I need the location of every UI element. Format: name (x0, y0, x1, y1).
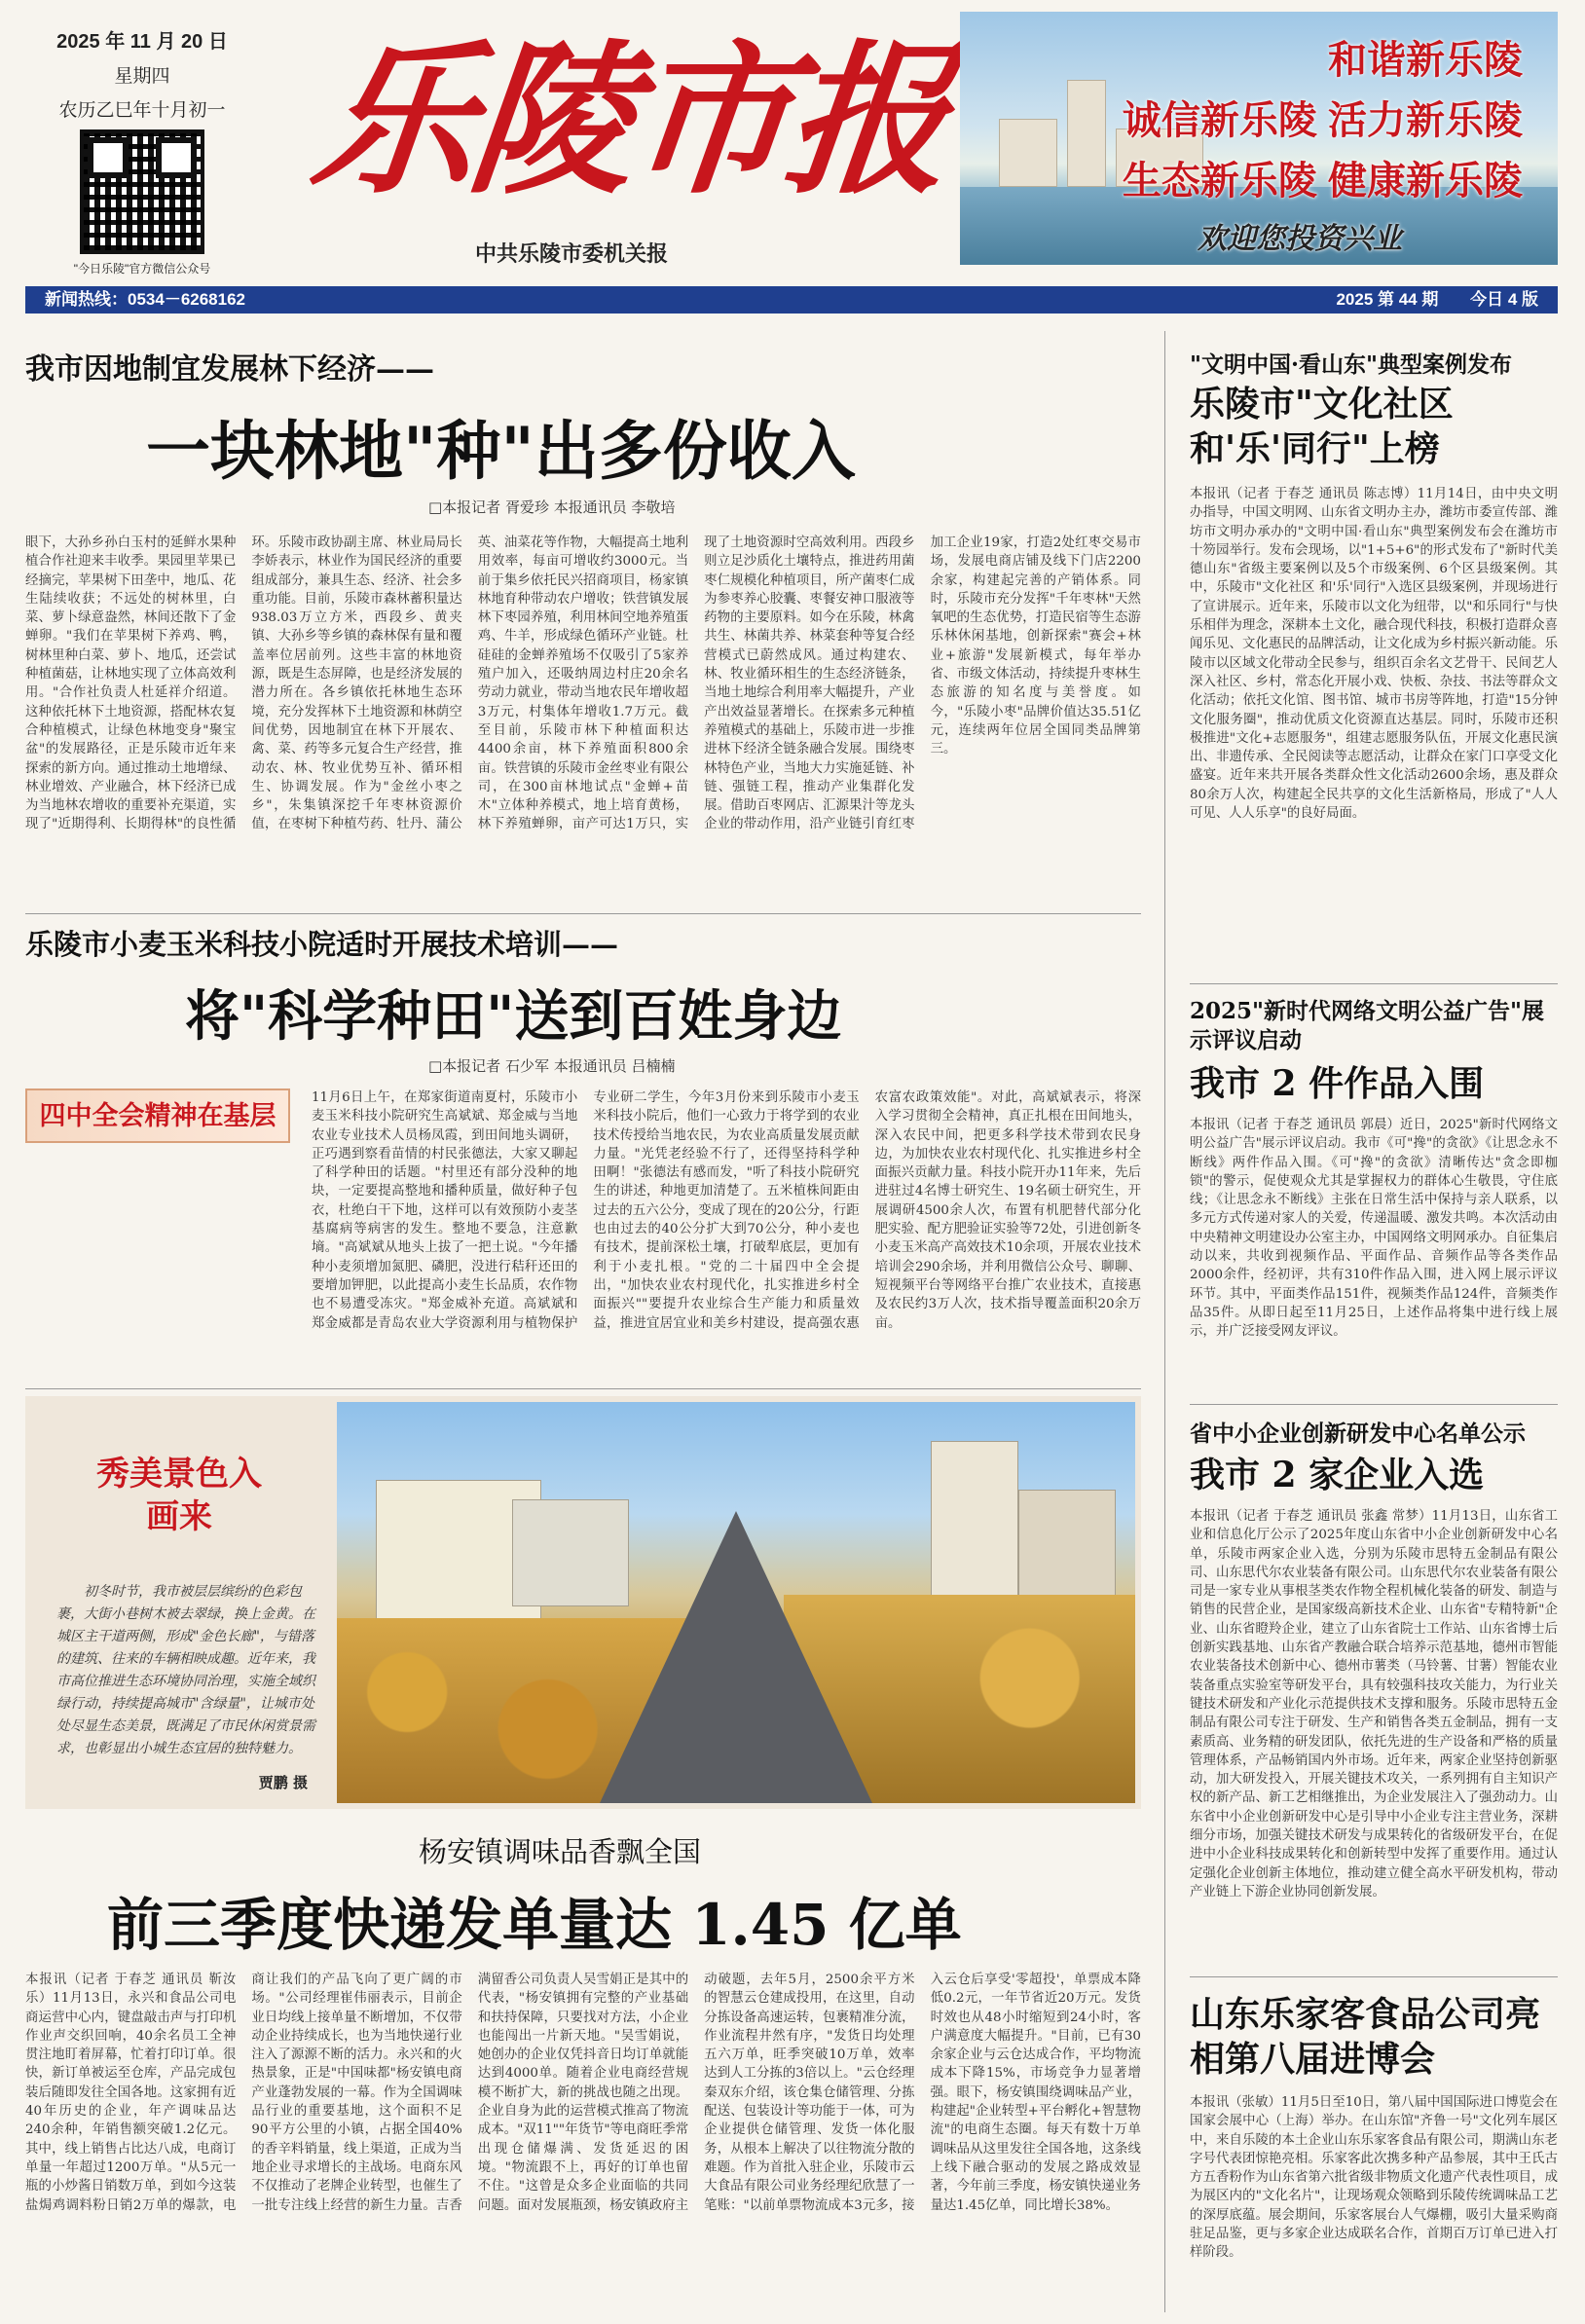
qr-code-icon[interactable] (80, 129, 204, 254)
ad-line: 欢迎您投资兴业 (1198, 222, 1402, 256)
newspaper-subtitle: 中共乐陵市委机关报 (475, 241, 669, 266)
issue-lunar-date: 农历乙巳年十月初一 (58, 100, 226, 121)
side1-headline[interactable]: 乐陵市"文化社区和'乐'同行"上榜 (1190, 384, 1454, 469)
page-count: 今日 4 版 (1470, 290, 1538, 309)
side1-body: 本报讯（记者 于春芝 通讯员 陈志博）11月14日，由中央文明办指导，中国文明网、山东省文明办主办，潍坊市委宣传部、潍坊市文明办承办的"文明中国·看山东"典型案例发布会在潍坊市十笏园举行。发布会现场，以"1+5+6"的形式发布了"新时代美德山东"省级主要案例以及5个市级案例、6个区县级案例。其中，乐陵市"文化社区 和'乐'同行"入选区县级案例，并现场进行了宣讲展示。近年来，乐陵市以文化为纽带，以"和乐同行"与快乐相伴为理念，深耕本土文化，融合现代科技，积极打造群众喜闻乐见、文化惠民的品牌活动，让文化成为乡村振兴新动能。乐陵市以区域文化带动全民参与，组织百余名文艺骨干、民间艺人深入社区、乡村，常态化开展小戏、快板、杂技、书法等群众文化活动；依托文化馆、图书馆、城市书房等阵地，打造"15分钟文化服务圈"，推动优质文化资源直达基层。同时，乐陵市还积极推进"文化+志愿服务"，组建志愿服务队伍，开展文化惠民演出、非遗传承、全民阅读等志愿活动，让群众在家门口享受文化盛宴。近年来共开展各类群众性文化活动2600余场，惠及群众80余万人次，构建起全民共享的文化生活新格局，形成了"人人可见、人人乐享"的良好局面。 (1190, 487, 1558, 822)
divider (25, 913, 1141, 914)
photo-road (600, 1511, 872, 1803)
story2-byline: □本报记者 石少军 本报通讯员 吕楠楠 (428, 1057, 676, 1075)
issue-info (1309, 286, 1538, 314)
story3-kicker: 杨安镇调味品香飘全国 (419, 1835, 702, 1868)
story2-headline[interactable]: 将"科学种田"送到百姓身边 (185, 984, 842, 1049)
photo-caption: 初冬时节，我市被层层缤纷的色彩包裹，大街小巷树木被去翠绿，换上金黄。在城区主干道两侧，形成"金色长廊"，与错落的建筑、往来的车辆相映成趣。近年来，我市高位推进生态环境协同治理，实施全域织绿行动，持续提高城市"含绿量"，让城市处处尽显生态美景，既满足了市民休闲赏景需求，也彰显出小城生态宜居的独特魅力。 (56, 1584, 315, 1756)
story2-body: 11月6日上午，在郑家街道南夏村，乐陵市小麦玉米科技小院研究生高斌斌、郑金威与当地农业专业技术人员杨凤霞，到田间地头调研，正巧遇到察看苗情的村民张德法，大家又聊起了科学种田的话题。"村里还有部分没种的地块，一定要提高整地和播种质量，做好种子包衣，杜绝白干下地，这样可以有效预防小麦茎基腐病等病害的发生。整地不要急，注意歉墒。"高斌斌从地头上拔了一把土说。"今年播种小麦须增加氮肥、磷肥，没进行秸秆还田的要增加钾肥，以此提高小麦生长品质，农作物也不易遭受冻灾。"郑金威补充道。高斌斌和郑金威都是青岛农业大学资源利用与植物保护专业研二学生，今年3月份来到乐陵市小麦玉米科技小院后，他们一心致力于将学到的农业技术传授给当地农民，为农业高质量发展贡献力量。"光凭老经验不行了，还得坚持科学种田啊！"张德法有感而发，"听了科技小院研究生的讲述，种地更加清楚了。五米植株间距由过去的五六公分，变成了现在的20公分，行距也由过去的40公分扩大到70公分，种小麦也有技术，提前深松土壤，打破犁底层，更加有利于小麦扎根。"党的二十届四中全会提出，"加快农业农村现代化，扎实推进乡村全面振兴""要提升农业综合生产能力和质量效益，推进宜居宜业和美乡村建设，提高强农惠农富农政策效能"。对此，高斌斌表示，将深入学习贯彻全会精神，真正扎根在田间地头，深入农民中间，把更多科学技术带到农民身边，为加快农业农村现代化、扎实推进乡村全面振兴贡献力量。科技小院开办11年来，先后进驻过4名博士研究生、19名硕士研究生，开展调研4500余人次，布置有机肥替代部分化肥实验、配方肥验证实验等72处，引进创新冬小麦玉米高产高效技术10余项，开展农业技术培训会290余场，并利用微信公众号、聊聊、短视频平台等网络平台推广农业技术，直接惠及农民约3万人次，技术指导覆盖面积20余万亩。 (312, 1090, 1141, 1331)
story1-kicker: 我市因地制宜发展林下经济—— (25, 352, 434, 387)
side4-body: 本报讯（张敏）11月5日至10日，第八届中国国际进口博览会在国家会展中心（上海）举办。在山东馆"齐鲁一号"文化列车展区中，来自乐陵的本土企业山东乐家客食品有限公司，期满山东老字号代表团惊艳亮相。乐家客此次携多种产品参展，其中王氏古方五香粉作为山东省第六批省级非物质文化遗产代表性项目，成为展区内的"文化名片"，让现场观众领略到乐陵传统调味品工艺的深厚底蕴。展会期间，乐家客展台人气爆棚，吸引大量采购商驻足品鉴，更与多家企业达成联名合作，首期百万订单已进入打样阶段。 (1190, 2095, 1558, 2261)
info-bar (25, 286, 1558, 314)
ad-building (999, 119, 1057, 187)
story3-headline[interactable]: 前三季度快递发单量达 1.45 亿单 (107, 1892, 962, 1958)
issue-number: 2025 第 44 期 (1336, 290, 1439, 309)
city-street-photo[interactable] (337, 1402, 1135, 1803)
photo-title: 秀美景色入画来 (96, 1456, 262, 1535)
masthead-left (25, 25, 259, 277)
issue-date: 2025 年 11 月 20 日 (56, 31, 228, 53)
story1-headline[interactable]: 一块林地"种"出多份收入 (146, 413, 856, 489)
news-hotline: 新闻热线：0534－6268162 (45, 290, 246, 309)
column-divider (1164, 331, 1165, 2312)
side1-kicker: "文明中国·看山东"典型案例发布 (1190, 351, 1512, 378)
photo-credit: 贾鹏 摄 (258, 1774, 308, 1791)
side2-headline[interactable]: 我市 2 件作品入围 (1190, 1063, 1485, 1104)
story2-kicker: 乐陵市小麦玉米科技小院适时开展技术培训—— (25, 928, 619, 961)
newspaper-logo (303, 8, 955, 232)
side3-kicker: 省中小企业创新研发中心名单公示 (1190, 1420, 1526, 1447)
ad-line: 诚信新乐陵 活力新乐陵 (1122, 99, 1523, 142)
section-tag: 四中全会精神在基层 (25, 1088, 290, 1143)
side3-headline[interactable]: 我市 2 家企业入选 (1190, 1455, 1485, 1495)
divider (1190, 1404, 1558, 1405)
ad-line: 和谐新乐陵 (1328, 39, 1523, 82)
ad-line: 生态新乐陵 健康新乐陵 (1122, 160, 1523, 203)
ad-building (1067, 80, 1106, 187)
side2-body: 本报讯（记者 于春芝 通讯员 郭晨）近日，2025"新时代网络文明公益广告"展示评议启动。我市《可"搀"的贪欲》《让思念永不断线》两件作品入围。《可"搀"的贪欲》清晰传达"贪念即枷锁"的警示，促使观众尤其是掌握权力的群体心生敬畏，守住底线；《让思念永不断线》主张在日常生活中保持与亲人联系，以多元方式传递对家人的关爱，传递温暖、激发共鸣。本次活动由中央精神文明建设办公室主办，中国网络文明网承办。自征集启动以来，共收到视频作品、平面作品、音频作品等各类作品2000余件，经初评，共有310件作品入围，进入网上展示评议环节。其中，平面类作品151件，视频类作品124件，音频类作品35件。从即日起至11月25日，上述作品将集中进行线上展示，并广泛接受网友评议。 (1190, 1118, 1558, 1340)
story3-body: 本报讯（记者 于春芝 通讯员 靳汝乐）11月13日，永兴和食品公司电商运营中心内，键盘敲击声与打印机作业声交织回响，40余名员工全神贯注地盯着屏幕，忙着打印订单。很快，新订单被运至仓库，产品完成包装后随即发往全国各地。这家拥有近40年历史的企业，年产调味品达240余种，年销售额突破1.2亿元。其中，线上销售占比达八成，电商订单量一年超过1200万单。"从5元一瓶的小炒酱日销数万单，到如今这装盐焗鸡调料粉日销2万单的爆款，电商让我们的产品飞向了更广阔的市场。"公司经理崔伟丽表示，目前企业日均线上接单量不断增加，不仅带动企业持续成长，也为当地快递行业注入了源源不断的活力。永兴和的火热景象，正是"中国味都"杨安镇电商产业蓬勃发展的一幕。作为全国调味品行业的重要基地，这个面积不足90平方公里的小镇，占据全国40%的香辛料销量，线上渠道，正成为当地企业寻求增长的主战场。电商东风不仅推动了老牌企业转型，也催生了一批专注线上经营的新生力量。吉香满留香公司负责人吴雪娟正是其中的代表，"杨安镇拥有完整的产业基础和扶持保障，只要找对方法，小企业也能闯出一片新天地。"吴雪娟说，她创办的企业仅凭抖音日均订单就能达到4000单。随着企业电商经营规模不断扩大，新的挑战也随之出现。企业自身为此的运营模式推高了物流成本。"双11""年货节"等电商旺季常出现仓储爆满、发货延迟的困境。"物流跟不上，再好的订单也留不住。"这曾是众多企业面临的共同问题。面对发展瓶颈，杨安镇政府主动破题，去年5月，2500余平方米的智慧云仓建成投用，在这里，自动分拣设备高速运转，包裹精准分流，作业流程井然有序，"发货日均处理五六万单，旺季突破10万单，效率达到人工分拣的3倍以上。"云仓经理秦双东介绍，该仓集仓储管理、分拣配送、包装设计等功能于一体，可为企业提供仓储管理、发货一体化服务，从根本上解决了以往物流分散的难题。作为首批入驻企业，乐陵市云大食品有限公司业务经理纪欣慧了一笔账："以前单票物流成本3元多，接入云仓后享受'零超投'，单票成本降低0.2元，一年节省近20万元。发货时效也从48小时缩短到24小时，客户满意度大幅提升。"目前，已有30余家企业与云仓达成合作，平均物流成本下降15%，市场竞争力显著增强。眼下，杨安镇围绕调味品产业，构建起"企业转型+平台孵化+智慧物流"的电商生态圈。每天有数十万单调味品从这里发往全国各地，这条线上线下融合驱动的发展之路成效显著，今年前三季度，杨安镇快递业务量达1.45亿单，同比增长38%。 (25, 1973, 1141, 2213)
divider (1190, 1976, 1558, 1977)
issue-weekday: 星期四 (114, 66, 170, 87)
qr-caption: "今日乐陵"官方微信公众号 (73, 262, 211, 276)
side2-kicker: 2025"新时代网络文明公益广告"展示评议启动 (1190, 998, 1544, 1053)
divider (25, 1388, 1141, 1389)
photo-feature (25, 1396, 1141, 1809)
side4-headline[interactable]: 山东乐家客食品公司亮相第八届进博会 (1190, 1994, 1541, 2080)
divider (1190, 983, 1558, 984)
story1-byline: □本报记者 胥爱珍 本报通讯员 李敬培 (428, 498, 676, 516)
masthead-ad (960, 12, 1558, 265)
side3-body: 本报讯（记者 于春芝 通讯员 张鑫 常梦）11月13日，山东省工业和信息化厅公示了2025年度山东省中小企业创新研发中心名单，乐陵市两家企业入选，分别为乐陵市思特五金制品有限公司、山东思代尔农业装备有限公司。山东思代尔农业装备有限公司是一家专业从事根茎类农作物全程机械化装备的研发、制造与销售的民营企业，是国家级高新技术企业、山东省"专精特新"企业、山东省瞪羚企业，建立了山东省院士工作站、山东省博士后创新实践基地、山东省产教融合联合培养示范基地，德州市智能农业装备技术创新中心、德州市薯类（马铃薯、甘薯）智能农业装备重点实验室等研发平台，具有较强科技攻关能力，为行业关键技术研发和产业化示范提供技术支撑和服务。乐陵市思特五金制品有限公司专注于研发、生产和销售各类五金制品，拥有一支素质高、业务精的研发团队，依托先进的生产设备和严格的质量管理体系，产品畅销国内外市场。近年来，两家企业坚持创新驱动，加大研发投入，开展关键技术攻关，一系列拥有自主知识产权的新产品、新工艺相继推出，为企业发展注入了强劲动力。山东省中小企业创新研发中心是引导中小企业专注主营业务，深耕细分市场，加强关键技术研发与成果转化的省级研发平台，在促进中小企业科技成果转化和创新转型中发挥了重要作用。通过认定强化企业创新主体地位，推动建立健全高水平研发机构，带动产业链上下游企业协同创新发展。 (1190, 1509, 1558, 1900)
story1-body: 眼下，大孙乡孙白玉村的延鲜水果种植合作社迎来丰收季。果园里苹果已经摘完，苹果树下田垄中，地瓜、花生陆续收获；不远处的树林里，白菜、萝卜绿意盎然，林间还散下了金蝉卵。"我们在苹果树下养鸡、鸭，树林里种白菜、萝卜、地瓜，还尝试种植菌菇，让林地实现了立体高效利用。"合作社负责人杜延祥介绍道。这种依托林下土地资源，搭配林农复合种植模式，让绿色林地变身"聚宝盆"的发展路径，正是乐陵市近年来探索的新方向。通过推动土地增绿、林业增效、产业融合，林下经济已成为当地林农增收的重要补充渠道，实现了"近期得利、长期得林"的良性循环。乐陵市政协副主席、林业局局长李娇表示，林业作为国民经济的重要组成部分，兼具生态、经济、社会多重功能。目前，乐陵市森林蓄积量达938.03万立方米，西段乡、黄夹镇、大孙乡等乡镇的森林保有量和覆盖率位居前列。这些丰富的林地资源，既是生态屏障，也是经济发展的潜力所在。各乡镇依托林地生态环境，充分发挥林下土地资源和林荫空间优势，因地制宜在林下开展农、禽、菜、药等多元复合生产经营，推动农、林、牧业优势互补、循环相生、协调发展。作为"金丝小枣之乡"，朱集镇深挖千年枣林资源价值，在枣树下种植芍药、牡丹、蒲公英、油菜花等作物，大幅提高土地利用效率，每亩可增收约3000元。当前于集乡依托民兴招商项目，杨家镇林地育种带动农户增收；铁营镇发展林下枣园养殖，利用林间空地养殖蛋鸡、牛羊，形成绿色循环产业链。杜硅硅的金蝉养殖场不仅吸引了5家养殖户加入，还吸纳周边村庄20余名劳动力就业，带动当地农民年增收超3万元，村集体年增收1.7万元。截至目前，乐陵市林下种植面积达4400余亩，林下养殖面积800余亩。铁营镇的乐陵市金丝枣业有限公司，在300亩林地试点"金蝉+苗木"立体种养模式，地上培育黄杨，林下养殖蝉卵，亩产可达1万只，实现了土地资源时空高效利用。西段乡则立足沙质化土壤特点，推进药用菌枣仁规模化种植项目，所产菌枣仁成为参枣养心胶囊、枣餐安神口服液等药物的主要原料。如今在乐陵，林禽共生、林菌共养、林菜套种等复合经营模式已蔚然成风。通过构建农、林、牧业循环相生的生态经济链条，当地土地综合利用率大幅提升，产业产出效益显著增长。在探索多元种植养殖模式的基础上，乐陵市进一步推进林下经济全链条融合发展。围绕枣林特色产业，当地大力实施延链、补链、强链工程，推动产业集群化发展。借助百枣网店、汇源果汁等龙头企业的带动作用，沿产业链引育红枣加工企业19家，打造2处红枣交易市场，发展电商店铺及线下门店2200余家，构建起完善的产销体系。同时，乐陵市充分发挥"千年枣林"天然氧吧的生态优势，打造民宿等生态游乐林休闲基地，创新探索"赛会+林业+旅游"发展新模式，每年举办省、市级文体活动，持续提升枣林生态旅游的知名度与美誉度。如今，"乐陵小枣"品牌价值达35.51亿元，连续两年位居全国同类品牌第三。 (25, 535, 1141, 832)
newspaper-title: 乐陵市报 (303, 23, 955, 216)
story2-body-lead (25, 1157, 290, 1381)
